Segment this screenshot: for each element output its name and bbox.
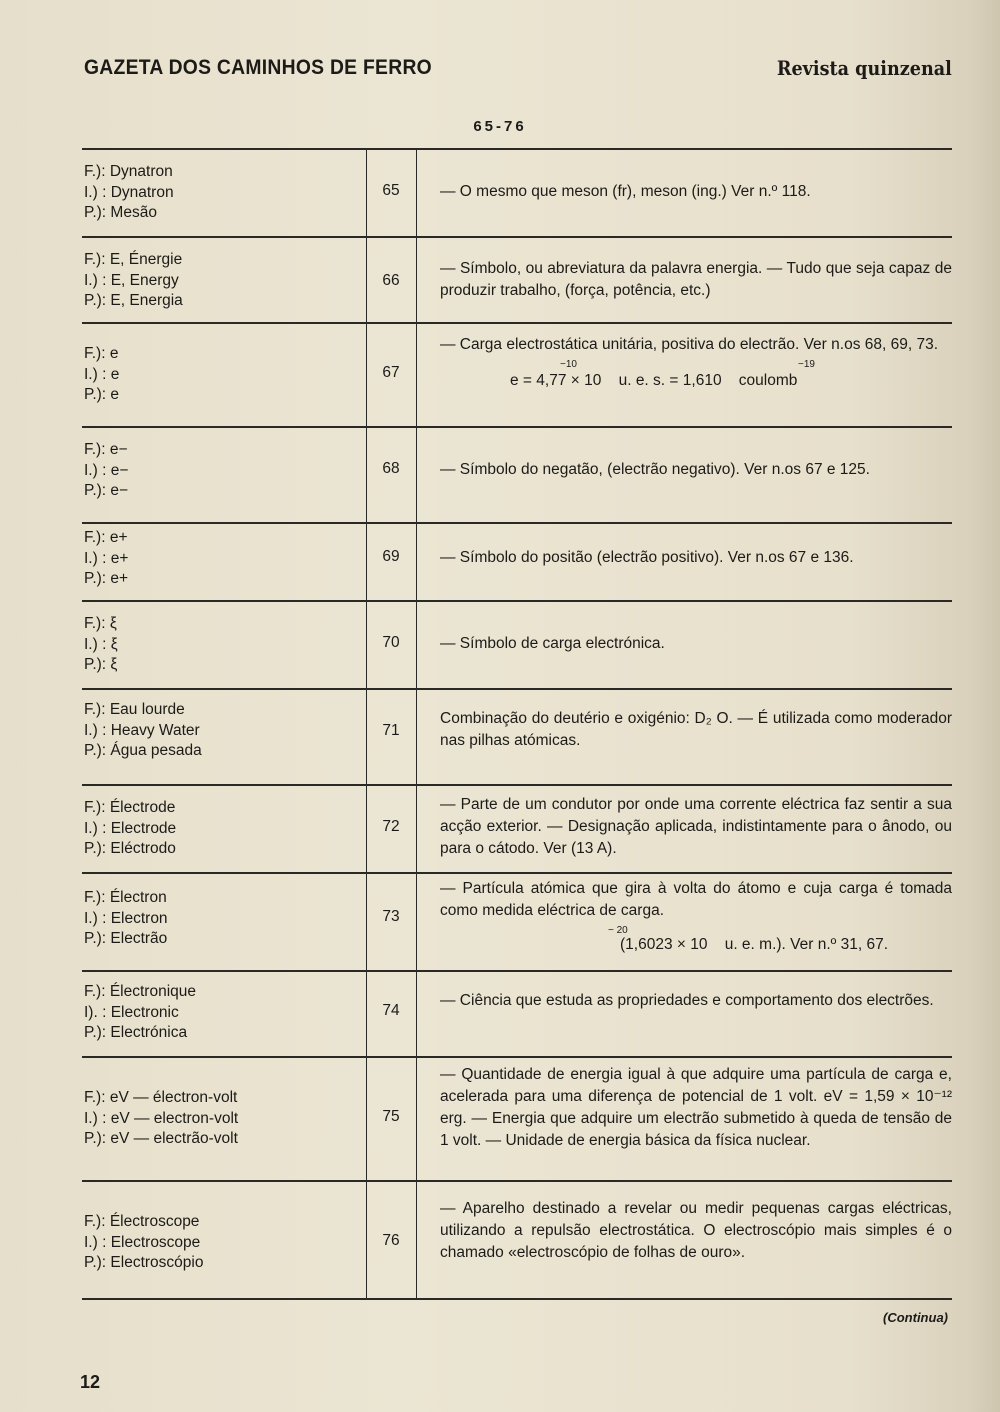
definition-text: — Símbolo do positão (electrão positivo). Ver n.os 67 e 136. bbox=[440, 549, 854, 566]
term-portuguese: P.): ξ bbox=[84, 656, 118, 673]
term-french: F.): Électroscope bbox=[84, 1213, 200, 1230]
row-rule bbox=[82, 784, 952, 786]
term-list bbox=[84, 1088, 364, 1150]
term-english: I.) : Electrode bbox=[84, 819, 177, 837]
term-french: F.): Eau lourde bbox=[84, 701, 185, 718]
entry-number: 75 bbox=[382, 1108, 400, 1125]
term-english: I.) : e bbox=[84, 365, 120, 383]
term-french: F.): Dynatron bbox=[84, 163, 173, 180]
term-list bbox=[84, 528, 364, 590]
entry-number: 73 bbox=[382, 908, 400, 925]
formula-exponent: − 20 bbox=[608, 925, 628, 936]
term-french: F.): Électronique bbox=[84, 983, 196, 1000]
definition-text: — Símbolo do negatão, (electrão negativo). Ver n.os 67 e 125. bbox=[440, 461, 870, 478]
continued-note: (Continua) bbox=[883, 1310, 948, 1325]
term-french: F.): ξ bbox=[84, 615, 117, 632]
term-english: I.) : Electroscope bbox=[84, 1233, 201, 1251]
term-list bbox=[84, 250, 364, 312]
definition bbox=[440, 794, 952, 860]
term-french: F.): Électron bbox=[84, 889, 167, 906]
term-portuguese: P.): Electrão bbox=[84, 930, 168, 947]
formula bbox=[440, 358, 952, 392]
definition bbox=[440, 708, 952, 752]
term-french: F.): e− bbox=[84, 441, 128, 458]
formula bbox=[440, 922, 952, 956]
term-portuguese: P.): Electroscópio bbox=[84, 1254, 204, 1271]
term-portuguese: P.): Electrónica bbox=[84, 1024, 188, 1041]
definition bbox=[440, 1064, 952, 1152]
term-french: F.): e+ bbox=[84, 529, 128, 546]
row-rule bbox=[82, 688, 952, 690]
term-english: I.) : ξ bbox=[84, 635, 118, 653]
term-french: F.): e bbox=[84, 345, 119, 362]
term-list bbox=[84, 982, 364, 1044]
term-french: F.): eV — électron-volt bbox=[84, 1089, 238, 1106]
definition bbox=[440, 878, 952, 956]
row-rule bbox=[82, 522, 952, 524]
term-english: I.) : E, Energy bbox=[84, 271, 179, 289]
entry-number: 65 bbox=[382, 182, 400, 199]
definition-text: — Aparelho destinado a revelar ou medir pequenas cargas eléctricas, utilizando a repulsão electrostática. O electroscópio mais simples é o chamado «electroscópio de folhas de ouro». bbox=[440, 1200, 952, 1261]
term-portuguese: P.): Mesão bbox=[84, 204, 157, 221]
row-rule bbox=[82, 236, 952, 238]
definition bbox=[440, 258, 952, 302]
definition bbox=[440, 459, 952, 481]
term-list bbox=[84, 798, 364, 860]
journal-title: GAZETA DOS CAMINHOS DE FERRO bbox=[84, 56, 432, 79]
term-portuguese: P.): eV — electrão-volt bbox=[84, 1130, 238, 1147]
entry-number: 69 bbox=[382, 548, 400, 565]
term-english: I.) : Electron bbox=[84, 909, 168, 927]
row-rule bbox=[82, 1056, 952, 1058]
term-portuguese: P.): Água pesada bbox=[84, 742, 202, 759]
formula-text: (1,6023 × 10 u. e. m.). Ver n.º 31, 67. bbox=[620, 936, 889, 953]
definition-text: — Ciência que estuda as propriedades e comportamento dos electrões. bbox=[440, 992, 934, 1009]
term-list bbox=[84, 162, 364, 224]
term-portuguese: P.): e+ bbox=[84, 570, 129, 587]
row-rule bbox=[82, 1298, 952, 1300]
row-rule bbox=[82, 872, 952, 874]
entry-number: 68 bbox=[382, 460, 400, 477]
definition bbox=[440, 334, 952, 392]
definition bbox=[440, 1198, 952, 1264]
definition-text: — O mesmo que meson (fr), meson (ing.) Ver n.º 118. bbox=[440, 183, 811, 200]
definition-text: — Partícula atómica que gira à volta do átomo e cuja carga é tomada como medida eléctrica de carga. bbox=[440, 880, 952, 919]
term-english: I). : Electronic bbox=[84, 1003, 179, 1021]
entry-number: 74 bbox=[382, 1002, 400, 1019]
entry-number: 76 bbox=[382, 1232, 400, 1249]
term-english: I.) : e− bbox=[84, 461, 129, 479]
term-english: I.) : Heavy Water bbox=[84, 721, 200, 739]
term-english: I.) : eV — electron-volt bbox=[84, 1109, 239, 1127]
entry-number: 67 bbox=[382, 364, 400, 381]
term-list bbox=[84, 440, 364, 502]
definition-text: — Carga electrostática unitária, positiva do electrão. Ver n.os 68, 69, 73. bbox=[440, 336, 938, 353]
page-number: 12 bbox=[80, 1372, 101, 1392]
definition bbox=[440, 547, 952, 569]
journal-subtitle: Revista quinzenal bbox=[777, 56, 952, 80]
column-rule bbox=[416, 148, 417, 1298]
row-rule bbox=[82, 600, 952, 602]
entry-number: 70 bbox=[382, 634, 400, 651]
definition-text: Combinação do deutério e oxigénio: D₂ O. — É utilizada como moderador nas pilhas atómicas. bbox=[440, 710, 952, 749]
term-list bbox=[84, 614, 364, 676]
term-list bbox=[84, 888, 364, 950]
entry-number: 72 bbox=[382, 818, 400, 835]
term-french: F.): Électrode bbox=[84, 799, 176, 816]
term-english: I.) : e+ bbox=[84, 549, 129, 567]
term-portuguese: P.): E, Energia bbox=[84, 292, 183, 309]
row-rule bbox=[82, 970, 952, 972]
glossary-table bbox=[82, 148, 952, 1298]
term-english: I.) : Dynatron bbox=[84, 183, 174, 201]
definition-text: — Parte de um condutor por onde uma corrente eléctrica faz sentir a sua acção exterior. — Designação aplicada, indistintamente para o ânodo, ou para o cátodo. Ver (13 A). bbox=[440, 796, 952, 857]
term-list bbox=[84, 1212, 364, 1274]
definition bbox=[440, 633, 952, 655]
definition bbox=[440, 990, 952, 1012]
term-portuguese: P.): e bbox=[84, 386, 120, 403]
definition-text: — Símbolo, ou abreviatura da palavra energia. — Tudo que seja capaz de produzir trabalho, (força, potência, etc.) bbox=[440, 260, 952, 299]
row-rule bbox=[82, 426, 952, 428]
entry-number: 66 bbox=[382, 272, 400, 289]
row-rule bbox=[82, 148, 952, 150]
entry-range: 65-76 bbox=[473, 118, 527, 135]
formula-exponent: −10 bbox=[560, 359, 577, 370]
definition-text: — Quantidade de energia igual à que adquire uma partícula de carga e, acelerada para uma diferença de potencial de 1 volt. eV = 1,59 × 10⁻¹² erg. — Energia que adquire um electrão submetido à queda de tensão de 1 volt. — Unidade de energia básica da física nuclear. bbox=[440, 1066, 952, 1149]
row-rule bbox=[82, 1180, 952, 1182]
formula-text: e = 4,77 × 10 u. e. s. = 1,610 coulomb bbox=[510, 372, 798, 389]
page-header bbox=[84, 56, 952, 82]
term-portuguese: P.): e− bbox=[84, 482, 129, 499]
definition-text: — Símbolo de carga electrónica. bbox=[440, 635, 665, 652]
row-rule bbox=[82, 322, 952, 324]
formula-exponent: −19 bbox=[798, 359, 815, 370]
term-list bbox=[84, 344, 364, 406]
term-french: F.): E, Énergie bbox=[84, 251, 183, 268]
term-list bbox=[84, 700, 364, 762]
definition bbox=[440, 181, 952, 203]
term-portuguese: P.): Eléctrodo bbox=[84, 840, 176, 857]
entry-number: 71 bbox=[382, 722, 400, 739]
